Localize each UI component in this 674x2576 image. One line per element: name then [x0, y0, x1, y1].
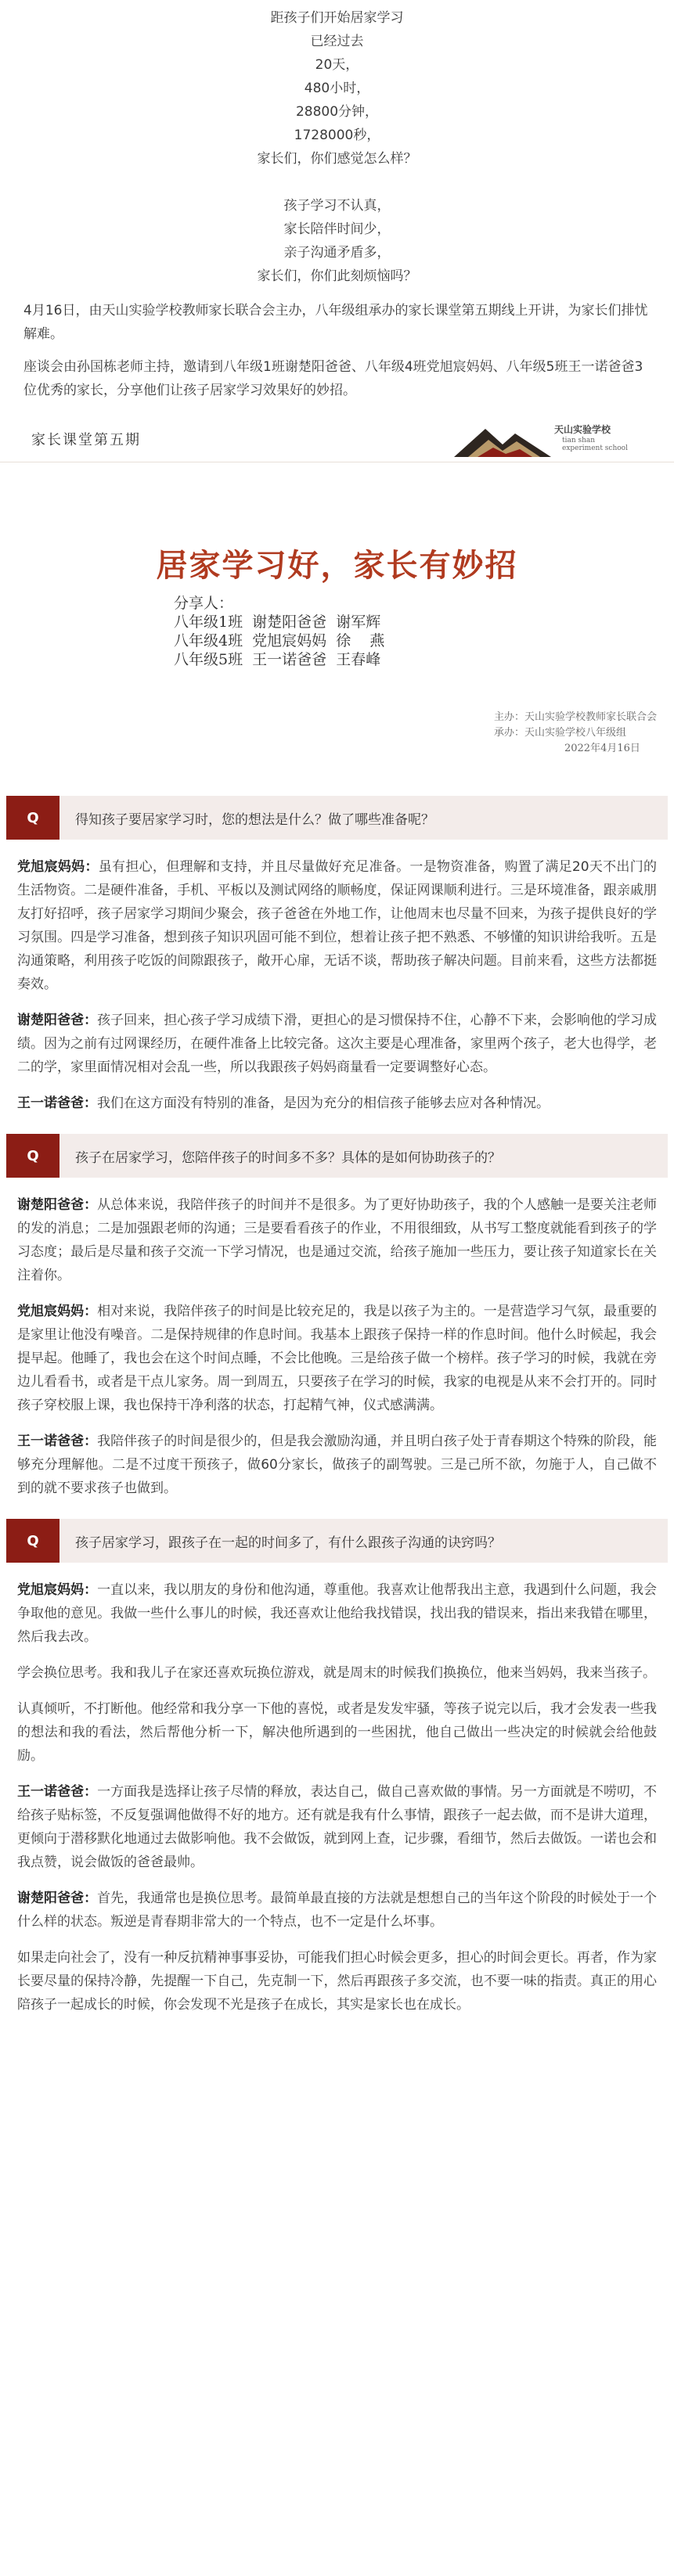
- poem-line: 距孩子们开始居家学习: [270, 10, 404, 26]
- answer-paragraph: [17, 1946, 657, 2017]
- event-banner: [0, 415, 674, 462]
- poem-line: 480小时，: [304, 81, 370, 96]
- answer-speaker: 党旭宸妈妈：: [17, 1582, 98, 1598]
- question-text: 孩子在居家学习，您陪伴孩子的时间多不多？具体的是如何协助孩子的？: [75, 1149, 501, 1166]
- answer-text: 一方面我是选择让孩子尽情的释放，表达自己，做自己喜欢做的事情。另一方面就是不唠叨，不给孩子贴标签，不反复强调他做得不好的地方。还有就是我有什么事情，跟孩子一起去做，而不是讲大道理，更倾向于潜移默化地通过去做影响他。我不会做饭，就到网上查，记步骤，看细节，然后去做饭。一诺也会和我点赞，说会做饭的爸爸最帅。: [17, 1784, 658, 1870]
- opening-poem: [0, 0, 674, 288]
- answer-speaker: 谢楚阳爸爸：: [17, 1197, 98, 1213]
- answer-speaker: 王一诺爸爸：: [17, 1434, 98, 1449]
- answer-paragraph: [17, 1430, 657, 1500]
- logo-subtitle: [562, 437, 628, 452]
- answer-text: 学会换位思考。我和我儿子在家还喜欢玩换位游戏，就是周末的时候我们换换位，他来当妈妈，我来当孩子。: [17, 1665, 656, 1681]
- poem-line: 家长们，你们感觉怎么样？: [257, 151, 417, 167]
- poem-line: 28800分钟，: [295, 104, 379, 120]
- poem-line: 1728000秒，: [294, 128, 380, 143]
- question-text: 孩子居家学习，跟孩子在一起的时间多了，有什么跟孩子沟通的诀窍吗？: [75, 1534, 501, 1551]
- answer-text: 我们在这方面没有特别的准备，是因为充分的相信孩子能够去应对各种情况。: [97, 1096, 550, 1111]
- event-poster: [0, 462, 674, 796]
- answer-text: 一直以来，我以朋友的身份和他沟通，尊重他。我喜欢让他帮我出主意，我遇到什么问题，我会争取他的意见。我做一些什么事儿的时候，我还喜欢让他给我找错误，找出我的错误来，指出来我错在哪里，然后我去改。: [17, 1582, 658, 1645]
- intro-paragraph: 4月16日，由天山实验学校教师家长联合会主办，八年级组承办的家长课堂第五期线上开讲，为家长们排忧解难。: [23, 303, 648, 342]
- question-text: 得知孩子要居家学习时，您的想法是什么？做了哪些准备呢？: [75, 811, 434, 828]
- answer-speaker: 党旭宸妈妈：: [17, 1304, 98, 1319]
- answer-paragraph: [17, 1661, 657, 1685]
- poster-title: 居家学习好，家长有妙招: [156, 547, 518, 584]
- answer-paragraph: [17, 1193, 657, 1287]
- school-logo: [454, 419, 650, 459]
- intro-section: [0, 288, 674, 402]
- poem-line: 已经过去: [310, 34, 364, 49]
- q-badge: Q: [6, 1519, 59, 1563]
- sharers-list: [174, 594, 384, 669]
- answer-paragraph: [17, 1300, 657, 1417]
- answer-text: 如果走向社会了，没有一种反抗精神事事妥协，可能我们担心时候会更多，担心的时间会更长。再者，作为家长要尽量的保持冷静，先提醒一下自己，先克制一下，然后再跟孩子多交流，也不要一味的指责。真正的用心陪孩子一起成长的时候，你会发现不光是孩子在成长，其实是家长也在成长。: [17, 1950, 657, 2013]
- answer-text: 虽有担心，但理解和支持，并且尽量做好充足准备。一是物资准备，购置了满足20天不出门的生活物资。二是硬件准备，手机、平板以及测试网络的顺畅度，保证网课顺利进行。三是环境准备，跟亲戚朋友打好招呼，孩子居家学习期间少聚会，孩子爸爸在外地工作，让他周末也尽量不回来，为孩子提供良好的学习氛围。四是学习准备，想到孩子知识巩固可能不到位，想着让孩子把不熟悉、不够懂的知识讲给我听。五是沟通策略，利用孩子吃饭的间隙跟孩子，敞开心扉，无话不谈，帮助孩子解决问题。目前来看，这些方法都挺奏效。: [17, 859, 657, 992]
- answer-text: 首先，我通常也是换位思考。最简单最直接的方法就是想想自己的当年这个阶段的时候处于一个什么样的状态。叛逆是青春期非常大的一个特点，也不一定是什么坏事。: [17, 1891, 658, 1930]
- answer-text: 认真倾听，不打断他。他经常和我分享一下他的喜悦，或者是发发牢骚，等孩子说完以后，我才会发表一些我的想法和我的看法，然后帮他分析一下，解决他所遇到的一些困扰，他自己做出一些决定的时候就会给他鼓励。: [17, 1701, 657, 1764]
- poster-hosts: [494, 710, 657, 757]
- answer-paragraph: [17, 1092, 657, 1115]
- mountain-logo-icon: [454, 419, 552, 459]
- intro-paragraph: 座谈会由孙国栋老师主持，邀请到八年级1班谢楚阳爸爸、八年级4班党旭宸妈妈、八年级5班王一诺爸爸3位优秀的家长，分享他们让孩子居家学习效果好的妙招。: [23, 359, 643, 398]
- logo-subtitle-line: experiment school: [562, 444, 628, 452]
- answer-speaker: 谢楚阳爸爸：: [17, 1891, 98, 1906]
- organizer-line: 承办：天山实验学校八年级组: [493, 727, 626, 739]
- answer-speaker: 谢楚阳爸爸：: [17, 1013, 98, 1028]
- sharer-item: 八年级1班 谢楚阳爸爸 谢军辉: [174, 613, 381, 631]
- poem-line: 亲子沟通矛盾多，: [283, 245, 391, 261]
- answer-paragraph: [17, 1697, 657, 1768]
- host-line: 主办：天山实验学校教师家长联合会: [493, 711, 657, 723]
- poem-line: 20天，: [315, 57, 359, 73]
- answers-block: [0, 840, 674, 1134]
- q-badge: Q: [6, 796, 59, 840]
- sharer-item: 八年级4班 党旭宸妈妈 徐 燕: [174, 632, 385, 649]
- answer-paragraph: [17, 855, 657, 996]
- answer-text: 相对来说，我陪伴孩子的时间是比较充足的，我是以孩子为主的。一是营造学习气氛，最重要的是家里让他没有噪音。二是保持规律的作息时间。我基本上跟孩子保持一样的作息时间。他什么时候起，我会提早起。他睡了，我也会在这个时间点睡，不会比他晚。三是给孩子做一个榜样。孩子学习的时候，我就在旁边儿看看书，或者是干点儿家务。周一到周五，只要孩子在学习的时候，我家的电视是从来不会打开的。同时孩子穿校服上课，我也保持干净利落的状态，打起精气神，仪式感满满。: [17, 1304, 658, 1413]
- poem-gap: [0, 171, 674, 194]
- sharer-item: 八年级5班 王一诺爸爸 王春峰: [174, 651, 381, 668]
- answer-speaker: 党旭宸妈妈：: [17, 859, 99, 875]
- answer-speaker: 王一诺爸爸：: [17, 1096, 97, 1111]
- logo-school-name: 天山实验学校: [554, 424, 611, 435]
- answers-block: [0, 1178, 674, 1519]
- banner-title: 家长课堂第五期: [31, 432, 141, 448]
- question-bar: [6, 796, 668, 840]
- answer-text: 从总体来说，我陪伴孩子的时间并不是很多。为了更好协助孩子，我的个人感触一是要关注老师的发的消息；二是加强跟老师的沟通；三是要看看孩子的作业，不用很细致，从书写工整度就能看到孩子的学习态度；最后是尽量和孩子交流一下学习情况，也是通过交流，给孩子施加一些压力，要让孩子知道家长在关注着你。: [17, 1197, 658, 1283]
- answer-paragraph: [17, 1780, 657, 1874]
- answer-text: 孩子回来，担心孩子学习成绩下滑，更担心的是习惯保持不住，心静不下来，会影响他的学习成绩。因为之前有过网课经历，在硬件准备上比较完备。这次主要是心理准备，家里两个孩子，老大也得学，老二的学，家里面情况相对会乱一些，所以我跟孩子妈妈商量看一定要调整好心态。: [17, 1013, 658, 1075]
- answers-block: [0, 1563, 674, 2035]
- answer-paragraph: [17, 1887, 657, 1934]
- poem-line: 家长陪伴时间少，: [283, 221, 391, 237]
- poster-date: 2022年4月16日: [564, 743, 640, 754]
- answer-paragraph: [17, 1009, 657, 1079]
- question-bar: [6, 1134, 668, 1178]
- sharers-label: 分享人：: [174, 595, 234, 612]
- q-badge: Q: [6, 1134, 59, 1178]
- logo-subtitle-line: tian shan: [562, 437, 596, 444]
- question-bar: [6, 1519, 668, 1563]
- poem-line: 家长们，你们此刻烦恼吗？: [257, 268, 417, 284]
- answer-paragraph: [17, 1578, 657, 1649]
- poem-line: 孩子学习不认真，: [283, 198, 391, 214]
- answer-text: 我陪伴孩子的时间是很少的，但是我会激励沟通，并且明白孩子处于青春期这个特殊的阶段，能够充分理解他。二是不过度干预孩子，做60分家长，做孩子的副驾驶。三是己所不欲，勿施于人，自己做不到的就不要求孩子也做到。: [17, 1434, 658, 1496]
- answer-speaker: 王一诺爸爸：: [17, 1784, 98, 1800]
